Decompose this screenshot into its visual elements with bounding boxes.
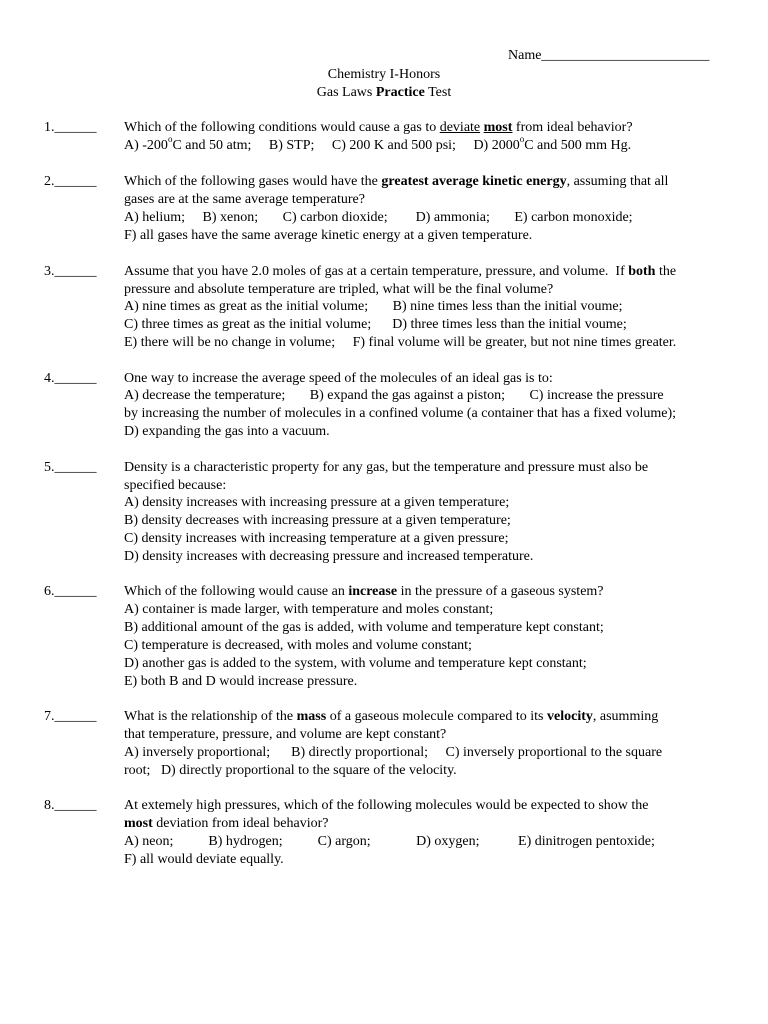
question-5-prompt-cont: specified because:: [124, 478, 227, 493]
question-8-choices: A) neon; B) hydrogen; C) argon; D) oxygen; E) dinitrogen pentoxide;: [124, 834, 655, 849]
course-title: Chemistry I-Honors: [327, 67, 441, 82]
question-3-number: 3.______: [44, 264, 97, 279]
question-4-choice-d: D) expanding the gas into a vacuum.: [124, 424, 330, 439]
question-8-number: 8.______: [44, 798, 97, 813]
question-3-prompt: Assume that you have 2.0 moles of gas at a certain temperature, pressure, and volume. If both the: [124, 264, 677, 279]
question-7-number: 7.______: [44, 709, 97, 724]
question-6-choice-b: B) additional amount of the gas is added, with volume and temperature kept constant;: [124, 620, 604, 635]
question-5-choice-c: C) density increases with increasing temperature at a given pressure;: [124, 531, 509, 546]
question-5-choice-b: B) density decreases with increasing pressure at a given temperature;: [124, 513, 511, 528]
question-4-prompt: One way to increase the average speed of the molecules of an ideal gas is to:: [124, 371, 553, 386]
name-field-label: Name________________________: [508, 48, 710, 63]
question-8-prompt-cont: most deviation from ideal behavior?: [124, 816, 329, 831]
question-4-number: 4.______: [44, 371, 97, 386]
question-5-choice-d: D) density increases with decreasing pressure and increased temperature.: [124, 549, 534, 564]
question-2-choices: A) helium; B) xenon; C) carbon dioxide; D) ammonia; E) carbon monoxide;: [124, 210, 633, 225]
question-3-choices-cd: C) three times as great as the initial volume; D) three times less than the initial voume;: [124, 317, 627, 332]
question-7-choices-cont: root; D) directly proportional to the square of the velocity.: [124, 763, 457, 778]
question-3-choices-ef: E) there will be no change in volume; F) final volume will be greater, but not nine times greater.: [124, 335, 677, 350]
test-title: Gas Laws Practice Test: [316, 85, 452, 100]
question-4-choices-cont: by increasing the number of molecules in a confined volume (a container that has a fixed volume);: [124, 406, 677, 421]
question-6-choice-d: D) another gas is added to the system, with volume and temperature kept constant;: [124, 656, 587, 671]
question-5-choice-a: A) density increases with increasing pressure at a given temperature;: [124, 495, 510, 510]
question-3-prompt-cont: pressure and absolute temperature are tripled, what will be the final volume?: [124, 282, 554, 297]
question-7-prompt-cont: that temperature, pressure, and volume are kept constant?: [124, 727, 447, 742]
question-4-choices: A) decrease the temperature; B) expand the gas against a piston; C) increase the pressure: [124, 388, 664, 403]
question-7-prompt: What is the relationship of the mass of a gaseous molecule compared to its velocity, asumming: [124, 709, 659, 724]
question-5-prompt: Density is a characteristic property for any gas, but the temperature and pressure must also be: [124, 460, 649, 475]
question-6-number: 6.______: [44, 584, 97, 599]
question-7-choices: A) inversely proportional; B) directly proportional; C) inversely proportional to the square: [124, 745, 663, 760]
question-6-choice-a: A) container is made larger, with temperature and moles constant;: [124, 602, 494, 617]
question-2-number: 2.______: [44, 174, 97, 189]
question-1-prompt: Which of the following conditions would cause a gas to deviate most from ideal behavior?: [124, 120, 633, 135]
question-5-number: 5.______: [44, 460, 97, 475]
question-1-number: 1.______: [44, 120, 97, 135]
question-2-prompt-cont: gases are at the same average temperature?: [124, 192, 365, 207]
question-6-choice-e: E) both B and D would increase pressure.: [124, 674, 358, 689]
question-6-prompt: Which of the following would cause an increase in the pressure of a gaseous system?: [124, 584, 604, 599]
question-8-prompt: At extemely high pressures, which of the following molecules would be expected to show the: [124, 798, 649, 813]
question-2-choice-f: F) all gases have the same average kinetic energy at a given temperature.: [124, 228, 533, 243]
question-6-choice-c: C) temperature is decreased, with moles and volume constant;: [124, 638, 472, 653]
question-2-prompt: Which of the following gases would have the greatest average kinetic energy, assuming that all: [124, 174, 669, 189]
question-8-choice-f: F) all would deviate equally.: [124, 852, 284, 867]
question-3-choices-ab: A) nine times as great as the initial volume; B) nine times less than the initial voume;: [124, 299, 623, 314]
question-1-choices: A) -200$^o$C and 50 atm; B) STP; C) 200 K and 500 psi; D) 2000$^o$C and 500 mm Hg.: [124, 134, 632, 153]
